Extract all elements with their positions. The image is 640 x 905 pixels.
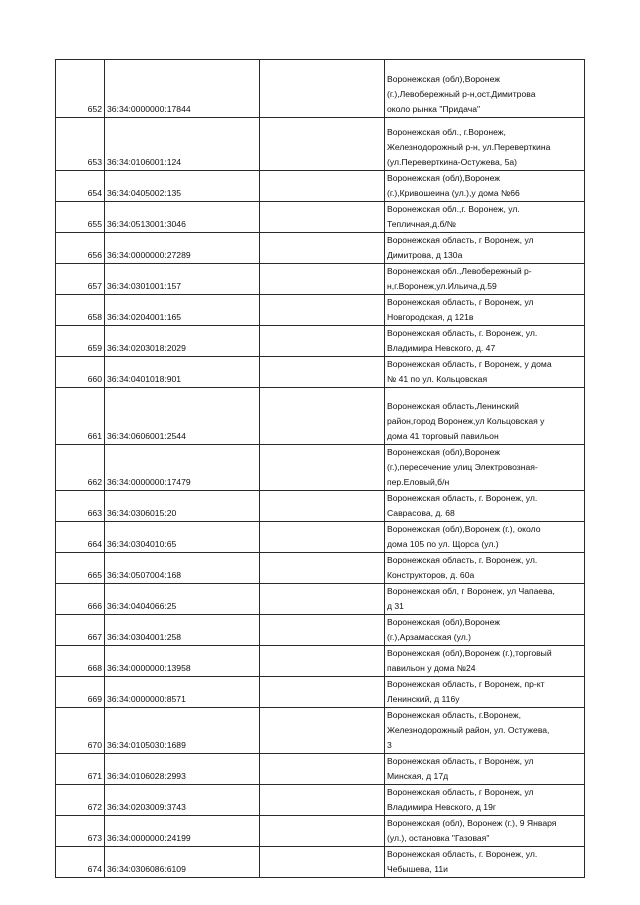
address-line: пер.Еловый,б/н [387, 477, 450, 487]
address-line: Воронежская область,Ленинский [387, 401, 519, 411]
address-line: Воронежская область, г. Воронеж, ул. [387, 493, 538, 503]
address-line: Железнодорожный р-н, ул.Переверткина [387, 142, 551, 152]
table-row [56, 847, 585, 878]
cadastral-number-cell: 36:34:0000000:8571 [105, 677, 260, 708]
address-line: н,г.Воронеж,ул.Ильича,д.59 [387, 281, 497, 291]
address-line: Владимира Невского, д. 47 [387, 343, 496, 353]
row-number-cell: 662 [56, 445, 105, 491]
cadastral-number-cell: 36:34:0000000:24199 [105, 816, 260, 847]
cadastral-number-cell: 36:34:0405002:135 [105, 171, 260, 202]
address-line: Воронежская обл., г.Воронеж, [387, 127, 506, 137]
table-row [56, 708, 585, 754]
address-cell [385, 388, 585, 445]
row-number-cell: 658 [56, 295, 105, 326]
table-row [56, 491, 585, 522]
address-line: (г.),Кривошеина (ул.),у дома №66 [387, 188, 520, 198]
address-cell [385, 171, 585, 202]
row-number-cell: 674 [56, 847, 105, 878]
address-line: Воронежская обл.,г. Воронеж, ул. [387, 204, 520, 214]
empty-cell [260, 553, 385, 584]
address-line: Конструкторов, д. 60а [387, 570, 475, 580]
empty-cell [260, 708, 385, 754]
address-cell [385, 646, 585, 677]
cadastral-number-cell: 36:34:0106001:124 [105, 118, 260, 171]
empty-cell [260, 522, 385, 553]
row-number-cell: 653 [56, 118, 105, 171]
address-cell [385, 445, 585, 491]
address-line: Железнодорожный район, ул. Остужева, [387, 725, 550, 735]
empty-cell [260, 326, 385, 357]
address-line: Воронежская область, г Воронеж, ул [387, 235, 534, 245]
empty-cell [260, 388, 385, 445]
cadastral-number-cell: 36:34:0203009:3743 [105, 785, 260, 816]
empty-cell [260, 615, 385, 646]
address-cell [385, 553, 585, 584]
empty-cell [260, 445, 385, 491]
address-line: около рынка "Придача" [387, 104, 481, 114]
row-number-cell: 667 [56, 615, 105, 646]
cadastral-number-cell: 36:34:0301001:157 [105, 264, 260, 295]
table-row [56, 584, 585, 615]
address-line: Саврасова, д. 68 [387, 508, 455, 518]
address-line: Воронежская (обл), Воронеж (г.), 9 Января [387, 818, 557, 828]
row-number-cell: 655 [56, 202, 105, 233]
address-line: дома 105 по ул. Щорса (ул.) [387, 539, 499, 549]
row-number-cell: 670 [56, 708, 105, 754]
row-number-cell: 652 [56, 60, 105, 118]
address-cell [385, 816, 585, 847]
address-cell [385, 677, 585, 708]
cadastral-number-cell: 36:34:0105030:1689 [105, 708, 260, 754]
address-line: Владимира Невского, д 19г [387, 802, 496, 812]
address-cell [385, 584, 585, 615]
address-line: Воронежская (обл),Воронеж [387, 173, 501, 183]
empty-cell [260, 60, 385, 118]
table-row [56, 118, 585, 171]
address-line: Воронежская область, г.Воронеж, [387, 710, 522, 720]
table-row [56, 553, 585, 584]
land-plot-register-table [55, 59, 585, 878]
row-number-cell: 672 [56, 785, 105, 816]
address-cell [385, 491, 585, 522]
table-row [56, 785, 585, 816]
row-number-cell: 668 [56, 646, 105, 677]
cadastral-number-cell: 36:34:0000000:17844 [105, 60, 260, 118]
address-line: Воронежская область, г. Воронеж, ул. [387, 555, 538, 565]
empty-cell [260, 295, 385, 326]
address-line: Димитрова, д 130а [387, 250, 463, 260]
address-line: Воронежская (обл),Воронеж (г.),торговый [387, 648, 552, 658]
empty-cell [260, 171, 385, 202]
table-row [56, 816, 585, 847]
table-row [56, 60, 585, 118]
table-row [56, 677, 585, 708]
address-cell [385, 754, 585, 785]
table-row [56, 357, 585, 388]
table-row [56, 445, 585, 491]
table-row [56, 233, 585, 264]
address-line: Воронежская область, г Воронеж, ул [387, 756, 534, 766]
cadastral-number-cell: 36:34:0204001:165 [105, 295, 260, 326]
address-line: Новгородская, д 121в [387, 312, 474, 322]
address-cell [385, 785, 585, 816]
address-line: Минская, д 17д [387, 771, 449, 781]
address-line: 3 [387, 740, 392, 750]
row-number-cell: 660 [56, 357, 105, 388]
address-line: Воронежская область, г Воронеж, ул [387, 297, 534, 307]
address-line: Воронежская (обл),Воронеж [387, 447, 501, 457]
row-number-cell: 657 [56, 264, 105, 295]
address-line: дома 41 торговый павильон [387, 431, 499, 441]
address-cell [385, 522, 585, 553]
address-cell [385, 264, 585, 295]
cadastral-number-cell: 36:34:0306086:6109 [105, 847, 260, 878]
table-row [56, 522, 585, 553]
address-line: Воронежская (обл),Воронеж [387, 74, 501, 84]
address-cell [385, 60, 585, 118]
table-row [56, 646, 585, 677]
empty-cell [260, 646, 385, 677]
address-line: павильон у дома №24 [387, 663, 476, 673]
address-line: Тепличная,д.б/№ [387, 219, 456, 229]
empty-cell [260, 233, 385, 264]
empty-cell [260, 202, 385, 233]
row-number-cell: 669 [56, 677, 105, 708]
address-line: (г.),Арзамасская (ул.) [387, 632, 472, 642]
address-line: Воронежская (обл),Воронеж (г.), около [387, 524, 541, 534]
row-number-cell: 659 [56, 326, 105, 357]
address-cell [385, 118, 585, 171]
table-row [56, 615, 585, 646]
table-row [56, 171, 585, 202]
cadastral-number-cell: 36:34:0401018:901 [105, 357, 260, 388]
address-cell [385, 847, 585, 878]
empty-cell [260, 847, 385, 878]
cadastral-number-cell: 36:34:0000000:13958 [105, 646, 260, 677]
row-number-cell: 665 [56, 553, 105, 584]
cadastral-number-cell: 36:34:0306015:20 [105, 491, 260, 522]
address-line: (ул.), остановка "Газовая" [387, 833, 490, 843]
empty-cell [260, 677, 385, 708]
table-row [56, 326, 585, 357]
address-line: (ул.Переверткина-Остужева, 5а) [387, 157, 517, 167]
address-line: Воронежская обл, г Воронеж, ул Чапаева, [387, 586, 555, 596]
empty-cell [260, 816, 385, 847]
address-line: Воронежская область, г Воронеж, ул [387, 787, 534, 797]
address-line: Чебышева, 11и [387, 864, 448, 874]
row-number-cell: 673 [56, 816, 105, 847]
address-line: д 31 [387, 601, 404, 611]
address-line: Воронежская область, г Воронеж, у дома [387, 359, 552, 369]
address-cell [385, 295, 585, 326]
address-line: Воронежская область, г. Воронеж, ул. [387, 328, 538, 338]
address-cell [385, 615, 585, 646]
row-number-cell: 664 [56, 522, 105, 553]
address-cell [385, 708, 585, 754]
row-number-cell: 661 [56, 388, 105, 445]
cadastral-number-cell: 36:34:0203018:2029 [105, 326, 260, 357]
cadastral-number-cell: 36:34:0106028:2993 [105, 754, 260, 785]
address-line: Воронежская обл.,Левобережный р- [387, 266, 532, 276]
empty-cell [260, 491, 385, 522]
cadastral-number-cell: 36:34:0000000:17479 [105, 445, 260, 491]
cadastral-number-cell: 36:34:0507004:168 [105, 553, 260, 584]
address-line: Ленинский, д 116у [387, 694, 460, 704]
row-number-cell: 656 [56, 233, 105, 264]
address-line: Воронежская область, г Воронеж, пр-кт [387, 679, 545, 689]
row-number-cell: 663 [56, 491, 105, 522]
address-cell [385, 233, 585, 264]
cadastral-number-cell: 36:34:0513001:3046 [105, 202, 260, 233]
empty-cell [260, 584, 385, 615]
cadastral-number-cell: 36:34:0304001:258 [105, 615, 260, 646]
address-line: Воронежская область, г. Воронеж, ул. [387, 849, 538, 859]
table-body [56, 60, 585, 878]
cadastral-number-cell: 36:34:0000000:27289 [105, 233, 260, 264]
cadastral-number-cell: 36:34:0606001:2544 [105, 388, 260, 445]
address-cell [385, 326, 585, 357]
table-row [56, 388, 585, 445]
address-line: (г.),пересечение улиц Электровозная- [387, 462, 538, 472]
row-number-cell: 671 [56, 754, 105, 785]
row-number-cell: 666 [56, 584, 105, 615]
row-number-cell: 654 [56, 171, 105, 202]
cadastral-number-cell: 36:34:0404066:25 [105, 584, 260, 615]
address-line: (г.),Левобережный р-н,ост.Димитрова [387, 89, 536, 99]
empty-cell [260, 357, 385, 388]
address-line: № 41 по ул. Кольцовская [387, 374, 488, 384]
address-cell [385, 202, 585, 233]
table-row [56, 754, 585, 785]
table-row [56, 295, 585, 326]
empty-cell [260, 264, 385, 295]
address-line: Воронежская (обл),Воронеж [387, 617, 501, 627]
empty-cell [260, 785, 385, 816]
address-line: район,город Воронеж,ул Кольцовская у [387, 416, 545, 426]
empty-cell [260, 754, 385, 785]
empty-cell [260, 118, 385, 171]
table-row [56, 202, 585, 233]
address-cell [385, 357, 585, 388]
table-row [56, 264, 585, 295]
cadastral-number-cell: 36:34:0304010:65 [105, 522, 260, 553]
